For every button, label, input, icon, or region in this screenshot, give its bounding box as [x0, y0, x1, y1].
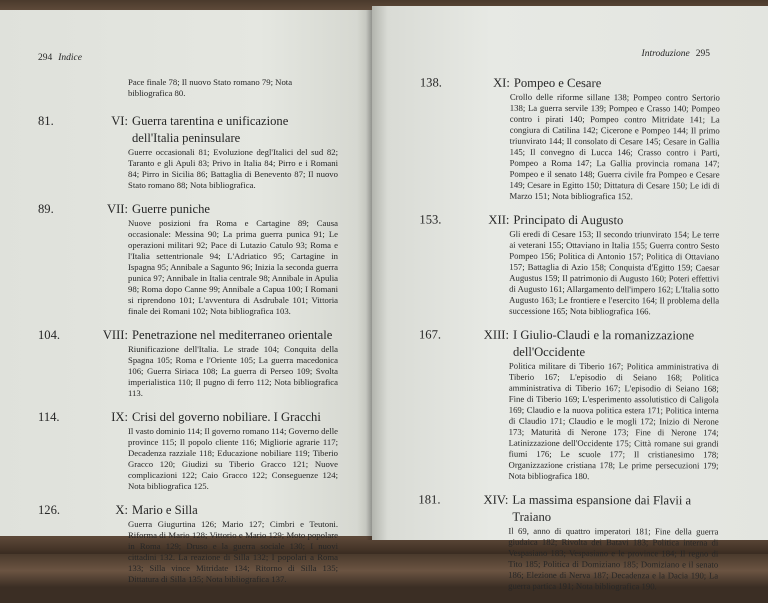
page-number: 294: [38, 53, 53, 63]
chapter-summary: Guerre occasionali 81; Evoluzione degl'Italici del sud 82; Taranto e gli Apuli 83; Privo in Italia 84; Pirro e i Romani 84; Pirro in Sicilia 86; Battaglia di Benevento 87; Il nuovo Stato romano 88; Nota bibliografica.: [128, 147, 338, 190]
chapter-title: La massima espansione dai Flavii a Traiano: [512, 492, 692, 524]
chapter-number: IX:: [111, 410, 128, 424]
entry-page: 89.: [38, 202, 54, 216]
index-entry: [38, 113, 338, 191]
chapter-summary: Gli eredi di Cesare 153; Il secondo triunvirato 154; Le terre ai veterani 155; Ottaviano in Italia 155; Guerra contro Sesto Pompeo 156; Politica di Antonio 157; Politica di Ottaviano 157; Battaglia di Azio 158; Conquista d'Egitto 159; Caesar Augustus 159; Il patrimonio di Augusto 160; Poteri effettivi di Augusto 161; Allargamento dell'impero 162; L'Italia sotto Augusto 163; Le frontiere e l'esercito 164; Il problema della successione 165; Nota bibliografica 166.: [509, 228, 720, 317]
chapter-summary: Crollo delle riforme sillane 138; Pompeo contro Sertorio 138; La guerra servile 139; Pompeo e Crasso 140; Pompeo contro i pirati 140; Pompeo contro Mitridate 141; La congiura di Catilina 142; Cicerone e Pompeo 144; Il primo triunvirato 144; Il consolato di Cesare 145; Cesare in Gallia 145; Il convegno di Lucca 146; Crasso contro i Parti, Pompeo a Roma 147; La Gallia provincia romana 147; Pompeo e il senato 148; Guerra civile fra Pompeo e Cesare 149; Cesare in Egitto 150; Dittatura di Cesare 150; Le idi di Marzo 151; Nota bibliografica 152.: [509, 91, 720, 202]
index-entry: [419, 74, 719, 202]
chapter-summary: Guerra Giugurtina 126; Mario 127; Cimbri e Teutoni. Riforma di Mario 128; Vittorio e Mario 129; Moto popolare in Roma 129; Druso e la guerra sociale 130; I nuovi cittadini 132. La reazione di Silla 132; I popolari a Roma 133; Silla vince Mitridate 134; Ritorno di Silla 135; Dittatura di Silla 135; Nota bibliografica 137.: [128, 519, 338, 584]
chapter-title: Mario e Silla: [132, 503, 198, 517]
index-entry: [38, 327, 338, 399]
entry-page: 114.: [38, 410, 60, 424]
entry-heading: [420, 74, 720, 92]
chapter-number: XII:: [488, 212, 510, 227]
chapter-number: XIV:: [483, 492, 509, 507]
running-head: [38, 53, 88, 63]
entry-heading: [38, 113, 338, 147]
running-head: [636, 49, 710, 59]
index-entry: [38, 502, 338, 585]
index-list: [418, 74, 720, 602]
chapter-number: VIII:: [102, 328, 128, 342]
entry-heading: [38, 201, 338, 218]
index-entry: [419, 211, 719, 317]
chapter-summary: Riunificazione dell'Italia. Le strade 104; Conquita della Spagna 105; Roma e l'Oriente 105; La guerra macedonica 106; Guerra Siriaca 108; La guerra di Perseo 109; Svolta imperialistica 110; Il pugno di ferro 112; Nota bibliografica 113.: [128, 344, 338, 398]
entry-heading: [419, 326, 719, 361]
entry-heading: [418, 491, 718, 526]
chapter-number: VII:: [107, 202, 128, 216]
continued-description: Pace finale 78; Il nuovo Stato romano 79; Nota bibliografica 80.: [128, 77, 293, 98]
chapter-number: XI:: [493, 75, 510, 90]
index-list: [38, 77, 338, 595]
chapter-title: Penetrazione nel mediterraneo orientale: [132, 328, 333, 342]
chapter-title: Guerra tarentina e unificazione dell'Italia peninsulare: [132, 114, 289, 145]
chapter-title: Principato di Augusto: [513, 212, 624, 228]
chapter-summary: Nuove posizioni fra Roma e Cartagine 89; Causa occasionale: Messina 90; La prima guerra punica 91; Le operazioni militari 92; Pace di Lutazio Catulo 93; Roma e l'Italia settentrionale 94; L'Adriatico 95; Cartagine in Ispagna 95; Annibale a Sagunto 96; Inizia la seconda guerra punica 97; Annibale in Italia centrale 98; Annibale in Apulia 98; Roma dopo Canne 99; Annibale a Capua 100; I Romani si riprendono 101; L'avventura di Asdrubale 101; Vittoria finale dei Romani 102; Nota bibliografica 103.: [128, 218, 338, 316]
index-entry: [38, 409, 338, 492]
chapter-summary: Il vasto dominio 114; Il governo romano 114; Governo delle province 115; Il popolo cliente 116; Migliorie agrarie 117; Decadenza razziale 118; Educazione nobiliare 119; Tiberio Gracco 120; Giudizi su Tiberio Gracco 121; Nuove complicazioni 122; Caio Gracco 122; Conseguenze 124; Nota bibliografica 125.: [128, 426, 338, 491]
entry-page: 167.: [418, 327, 442, 342]
entry-heading: [38, 409, 338, 426]
left-page: [0, 10, 372, 584]
running-head-title: Indice: [58, 53, 82, 63]
entry-page: 181.: [418, 492, 441, 507]
running-head-title: Introduzione: [641, 49, 690, 59]
chapter-summary: Politica militare di Tiberio 167; Politica amministrativa di Tiberio 167; L'episodio di Seiano 168; Politica amministrativa di Tiberio 167; L'episodio di Seiano 168; Fine di Tiberio 169; L'esperimento assolutistico di Caligola 169; Claudio e la nuova politica estera 171; Politica interna di Claudio 171; Claudio e le mogli 172; Inizio di Nerone 173; Maturità di Nerone 173; Fine di Nerone 174; Latinizzazione dell'Occidente 175; Città romane sui grandi fiumi 176; Le scuole 177; Il cristianesimo 178; Organizzazione cristiana 178; Le prime persecuzioni 179; Nota bibliografica 180.: [508, 360, 719, 482]
chapter-summary: Il 69, anno di quattro imperatori 181; Fine della guerra giudaica 182; Rivolta dei Batavi 183; Politica interna di Vespasiano 183; Vespasiano e le province 184; Il regno di Tito 185; Politica di Domiziano 185; Domiziano e il senato 186; Elezione di Nerva 187; Decadenza e la Dacia 190; La guerra partica 191; Nota bibliografica 190.: [508, 525, 719, 592]
chapter-number: X:: [115, 503, 128, 517]
right-page: [372, 6, 768, 592]
chapter-title: I Giulio-Claudi e la romanizzazione dell'Occidente: [512, 327, 695, 360]
index-entry: [419, 326, 720, 482]
index-entry: [418, 491, 718, 592]
chapter-number: XIII:: [483, 327, 510, 342]
entry-heading: [38, 327, 338, 344]
entry-page: 153.: [419, 212, 442, 227]
chapter-number: VI:: [111, 114, 128, 128]
entry-page: 104.: [38, 328, 61, 342]
entry-page: 126.: [38, 503, 61, 517]
page-number: 295: [695, 49, 710, 59]
chapter-title: Guerre puniche: [132, 202, 210, 216]
entry-heading: [38, 502, 338, 519]
chapter-title: Crisi del governo nobiliare. I Gracchi: [132, 410, 321, 424]
entry-page: 138.: [419, 75, 442, 90]
chapter-title: Pompeo e Cesare: [513, 75, 602, 91]
entry-page: 81.: [38, 114, 54, 128]
entry-heading: [419, 211, 719, 229]
index-entry: [38, 201, 338, 317]
